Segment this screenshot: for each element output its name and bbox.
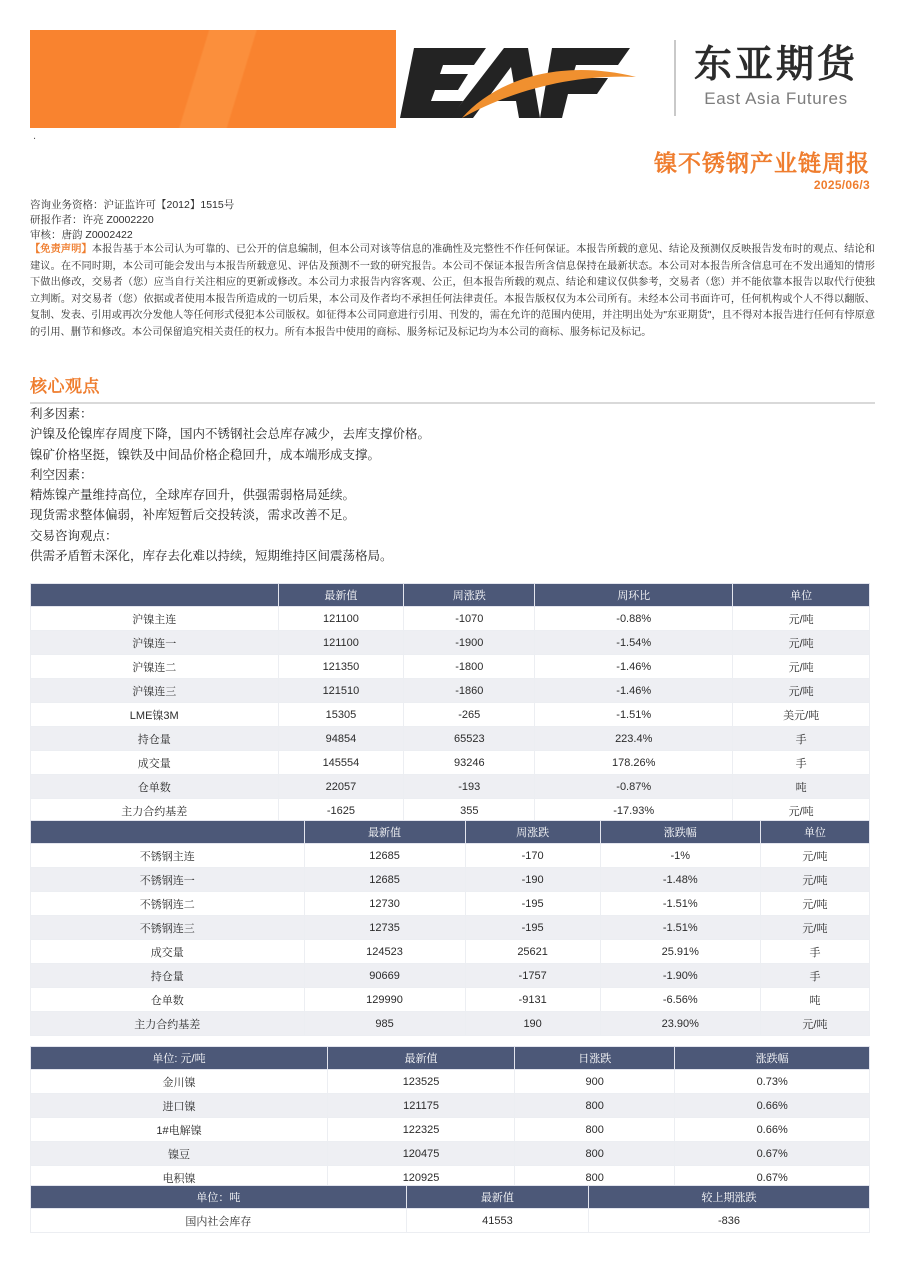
row-label-cell: 不锈钢主连 bbox=[31, 844, 305, 868]
table-cell: -1.51% bbox=[600, 916, 760, 940]
table-cell: 元/吨 bbox=[733, 679, 870, 703]
table-cell: 178.26% bbox=[535, 751, 733, 775]
table-cell: 25.91% bbox=[600, 940, 760, 964]
table-row bbox=[31, 751, 870, 775]
table-cell: 元/吨 bbox=[760, 1012, 869, 1036]
table-cell: 121100 bbox=[278, 607, 404, 631]
column-header: 单位: 元/吨 bbox=[31, 1047, 328, 1070]
core-view-line: 交易咨询观点： bbox=[30, 528, 118, 543]
table-cell: -1860 bbox=[404, 679, 535, 703]
core-view-line: 沪镍及伦镍库存周度下降，国内不锈钢社会总库存减少，去库支撑价格。 bbox=[30, 427, 431, 442]
table-header-row bbox=[31, 1047, 870, 1070]
table-cell: 12685 bbox=[304, 868, 465, 892]
table-cell: 800 bbox=[515, 1142, 675, 1166]
table-cell: -17.93% bbox=[535, 799, 733, 823]
table-cell: 122325 bbox=[328, 1118, 515, 1142]
table-cell: -1800 bbox=[404, 655, 535, 679]
row-label-cell: 不锈钢连二 bbox=[31, 892, 305, 916]
page-header bbox=[0, 0, 900, 140]
table-cell: -1% bbox=[600, 844, 760, 868]
column-header bbox=[31, 821, 305, 844]
table-cell: -265 bbox=[404, 703, 535, 727]
table-cell: 12735 bbox=[304, 916, 465, 940]
stainless-steel-futures-table bbox=[30, 820, 870, 1036]
row-label-cell: 沪镍连一 bbox=[31, 631, 279, 655]
table-cell: -195 bbox=[465, 916, 600, 940]
row-label-cell: 主力合约基差 bbox=[31, 1012, 305, 1036]
column-header: 周涨跌 bbox=[465, 821, 600, 844]
table-row bbox=[31, 631, 870, 655]
row-label-cell: 1#电解镍 bbox=[31, 1118, 328, 1142]
core-view-line: 现货需求整体偏弱，补库短暂后交投转淡，需求改善不足。 bbox=[30, 508, 356, 523]
core-view-heading-block bbox=[30, 372, 875, 404]
meta-qualification: 咨询业务资格：沪证监许可【2012】1515号 bbox=[30, 199, 235, 211]
table-cell: 元/吨 bbox=[733, 631, 870, 655]
table-row bbox=[31, 1094, 870, 1118]
column-header: 涨跌幅 bbox=[675, 1047, 870, 1070]
table-row bbox=[31, 916, 870, 940]
disclaimer-label: 【免责声明】 bbox=[30, 244, 92, 255]
table-row bbox=[31, 1209, 870, 1233]
table-cell: 120925 bbox=[328, 1166, 515, 1190]
table-row bbox=[31, 679, 870, 703]
table-cell: -6.56% bbox=[600, 988, 760, 1012]
logo-divider bbox=[674, 40, 676, 116]
table-header-row bbox=[31, 1186, 870, 1209]
core-view-body bbox=[30, 404, 875, 566]
table-cell: 23.90% bbox=[600, 1012, 760, 1036]
table-cell: 元/吨 bbox=[733, 799, 870, 823]
table-header-row bbox=[31, 821, 870, 844]
brand-orange-block bbox=[30, 30, 396, 128]
social-inventory-table bbox=[30, 1185, 870, 1233]
column-header: 最新值 bbox=[406, 1186, 588, 1209]
table-cell: 800 bbox=[515, 1094, 675, 1118]
row-label-cell: 电积镍 bbox=[31, 1166, 328, 1190]
row-label-cell: 进口镍 bbox=[31, 1094, 328, 1118]
table-cell: -1625 bbox=[278, 799, 404, 823]
table-cell: -193 bbox=[404, 775, 535, 799]
table-cell: 12685 bbox=[304, 844, 465, 868]
row-label-cell: 镍豆 bbox=[31, 1142, 328, 1166]
table-row bbox=[31, 1070, 870, 1094]
table-row bbox=[31, 964, 870, 988]
table-cell: 65523 bbox=[404, 727, 535, 751]
table-cell: 121175 bbox=[328, 1094, 515, 1118]
table-cell: 15305 bbox=[278, 703, 404, 727]
report-meta bbox=[30, 198, 875, 244]
table-cell: 900 bbox=[515, 1070, 675, 1094]
table-cell: -1.46% bbox=[535, 655, 733, 679]
table-row bbox=[31, 655, 870, 679]
column-header: 涨跌幅 bbox=[600, 821, 760, 844]
column-header: 周环比 bbox=[535, 584, 733, 607]
table-row bbox=[31, 1142, 870, 1166]
table-cell: 0.67% bbox=[675, 1166, 870, 1190]
column-header: 最新值 bbox=[304, 821, 465, 844]
table-row bbox=[31, 844, 870, 868]
table-cell: 41553 bbox=[406, 1209, 588, 1233]
table-row bbox=[31, 1118, 870, 1142]
table-cell: -1.51% bbox=[600, 892, 760, 916]
table-cell: -1.51% bbox=[535, 703, 733, 727]
page-title: 镍不锈钢产业链周报 bbox=[654, 150, 870, 176]
table-cell: 美元/吨 bbox=[733, 703, 870, 727]
table-cell: 145554 bbox=[278, 751, 404, 775]
table-cell: 0.67% bbox=[675, 1142, 870, 1166]
row-label-cell: 成交量 bbox=[31, 940, 305, 964]
table-row bbox=[31, 892, 870, 916]
row-label-cell: 金川镍 bbox=[31, 1070, 328, 1094]
table-row bbox=[31, 1012, 870, 1036]
table-row bbox=[31, 703, 870, 727]
column-header: 最新值 bbox=[328, 1047, 515, 1070]
table-cell: 121350 bbox=[278, 655, 404, 679]
section-title: 核心观点 bbox=[30, 377, 100, 396]
table-cell: -195 bbox=[465, 892, 600, 916]
table-cell: 吨 bbox=[760, 988, 869, 1012]
table-cell: 22057 bbox=[278, 775, 404, 799]
core-view-line: 利空因素： bbox=[30, 467, 93, 482]
column-header: 日涨跌 bbox=[515, 1047, 675, 1070]
core-view-line: 镍矿价格坚挺，镍铁及中间品价格企稳回升，成本端形成支撑。 bbox=[30, 447, 381, 462]
table-cell: 元/吨 bbox=[760, 892, 869, 916]
table-cell: 94854 bbox=[278, 727, 404, 751]
table-cell: 90669 bbox=[304, 964, 465, 988]
row-label-cell: 沪镍连三 bbox=[31, 679, 279, 703]
table-row bbox=[31, 799, 870, 823]
table-cell: -170 bbox=[465, 844, 600, 868]
column-header: 较上期涨跌 bbox=[588, 1186, 869, 1209]
core-view-line: 精炼镍产量维持高位，全球库存回升，供强需弱格局延续。 bbox=[30, 488, 356, 502]
column-header bbox=[31, 584, 279, 607]
table-header-row bbox=[31, 584, 870, 607]
table-cell: 123525 bbox=[328, 1070, 515, 1094]
table-cell: 手 bbox=[733, 751, 870, 775]
table-cell: 手 bbox=[760, 940, 869, 964]
table-row bbox=[31, 727, 870, 751]
table-cell: 12730 bbox=[304, 892, 465, 916]
table-cell: -1.54% bbox=[535, 631, 733, 655]
table-cell: 元/吨 bbox=[733, 655, 870, 679]
table-cell: -9131 bbox=[465, 988, 600, 1012]
column-header: 周涨跌 bbox=[404, 584, 535, 607]
table-cell: 985 bbox=[304, 1012, 465, 1036]
core-view-line: 供需矛盾暂未深化，库存去化难以持续，短期维持区间震荡格局。 bbox=[30, 548, 393, 563]
stray-mark: . bbox=[33, 130, 37, 142]
row-label-cell: 沪镍连二 bbox=[31, 655, 279, 679]
table-cell: 元/吨 bbox=[760, 844, 869, 868]
table-cell: 190 bbox=[465, 1012, 600, 1036]
column-header: 单位 bbox=[733, 584, 870, 607]
row-label-cell: 不锈钢连三 bbox=[31, 916, 305, 940]
row-label-cell: 持仓量 bbox=[31, 727, 279, 751]
nickel-spot-price-table bbox=[30, 1046, 870, 1190]
table-cell: -0.88% bbox=[535, 607, 733, 631]
eaf-logo-icon bbox=[400, 32, 668, 124]
report-date: 2025/06/3 bbox=[813, 178, 870, 193]
table-row bbox=[31, 607, 870, 631]
table-cell: 121510 bbox=[278, 679, 404, 703]
table-row bbox=[31, 775, 870, 799]
table-cell: 355 bbox=[404, 799, 535, 823]
table-cell: 129990 bbox=[304, 988, 465, 1012]
column-header: 单位 bbox=[760, 821, 869, 844]
table-cell: 800 bbox=[515, 1166, 675, 1190]
table-cell: 元/吨 bbox=[760, 868, 869, 892]
table-cell: -1.46% bbox=[535, 679, 733, 703]
row-label-cell: 不锈钢连一 bbox=[31, 868, 305, 892]
table-cell: 手 bbox=[733, 727, 870, 751]
table-cell: -1900 bbox=[404, 631, 535, 655]
table-cell: 元/吨 bbox=[760, 916, 869, 940]
table-row bbox=[31, 988, 870, 1012]
row-label-cell: 仓单数 bbox=[31, 988, 305, 1012]
disclaimer-body: 本报告基于本公司认为可靠的、已公开的信息编制，但本公司对该等信息的准确性及完整性不作任何保证。本报告所载的意见、结论及预测仅反映报告发布时的观点、结论和建议。在不同时期，本公司可能会发出与本报告所载意见、评估及预测不一致的研究报告。本公司不保证本报告所含信息保持在最新状态。本公司对本报告所含信息可在不发出通知的情形下做出修改，交易者（您）应当自行关注相应的更新或修改。本公司力求报告内容客观、公正，但本报告所载的观点、结论和建议仅供参考，交易者（您）并不能依靠本报告以取代行使独立判断。对交易者（您）依据或者使用本报告所造成的一切后果，本公司及作者均不承担任何法律责任。本报告版权仅为本公司所有。未经本公司书面许可，任何机构或个人不得以翻版、复制、发表、引用或再次分发他人等任何形式侵犯本公司版权。如征得本公司同意进行引用、刊发的，需在允许的范围内使用，并注明出处为"东亚期货"，且不得对本报告进行任何有悖原意的引用、删节和修改。本公司保留追究相关责任的权力。所有本报告中使用的商标、服务标记及标记均为本公司的商标、服务标记及标记。 bbox=[30, 244, 875, 338]
row-label-cell: 成交量 bbox=[31, 751, 279, 775]
table-cell: 800 bbox=[515, 1118, 675, 1142]
table-cell: 93246 bbox=[404, 751, 535, 775]
table-cell: -836 bbox=[588, 1209, 869, 1233]
table-cell: 吨 bbox=[733, 775, 870, 799]
table-cell: 手 bbox=[760, 964, 869, 988]
row-label-cell: 主力合约基差 bbox=[31, 799, 279, 823]
table-cell: -1.90% bbox=[600, 964, 760, 988]
row-label-cell: 国内社会库存 bbox=[31, 1209, 407, 1233]
table-cell: -1.48% bbox=[600, 868, 760, 892]
table-cell: -190 bbox=[465, 868, 600, 892]
row-label-cell: 持仓量 bbox=[31, 964, 305, 988]
table-row bbox=[31, 940, 870, 964]
core-view-line: 利多因素： bbox=[30, 407, 93, 421]
table-cell: 0.66% bbox=[675, 1094, 870, 1118]
disclaimer-block bbox=[30, 242, 875, 341]
nickel-futures-table bbox=[30, 583, 870, 823]
report-title-block bbox=[654, 150, 870, 192]
row-label-cell: 沪镍主连 bbox=[31, 607, 279, 631]
table-cell: 0.66% bbox=[675, 1118, 870, 1142]
table-cell: -1757 bbox=[465, 964, 600, 988]
row-label-cell: LME镍3M bbox=[31, 703, 279, 727]
meta-reviewer: 审核：唐韵 Z0002422 bbox=[30, 229, 133, 242]
company-logo bbox=[400, 28, 858, 128]
company-name-cn: 东亚期货 bbox=[694, 44, 859, 87]
table-row bbox=[31, 868, 870, 892]
table-cell: 0.73% bbox=[675, 1070, 870, 1094]
table-cell: -1070 bbox=[404, 607, 535, 631]
column-header: 单位：吨 bbox=[31, 1186, 407, 1209]
table-cell: 元/吨 bbox=[733, 607, 870, 631]
company-name-en: East Asia Futures bbox=[704, 89, 848, 109]
column-header: 最新值 bbox=[278, 584, 404, 607]
table-cell: 121100 bbox=[278, 631, 404, 655]
table-cell: 223.4% bbox=[535, 727, 733, 751]
table-cell: 25621 bbox=[465, 940, 600, 964]
row-label-cell: 仓单数 bbox=[31, 775, 279, 799]
table-cell: -0.87% bbox=[535, 775, 733, 799]
table-cell: 124523 bbox=[304, 940, 465, 964]
meta-author: 研报作者：许亮 Z0002220 bbox=[30, 214, 154, 227]
table-cell: 120475 bbox=[328, 1142, 515, 1166]
